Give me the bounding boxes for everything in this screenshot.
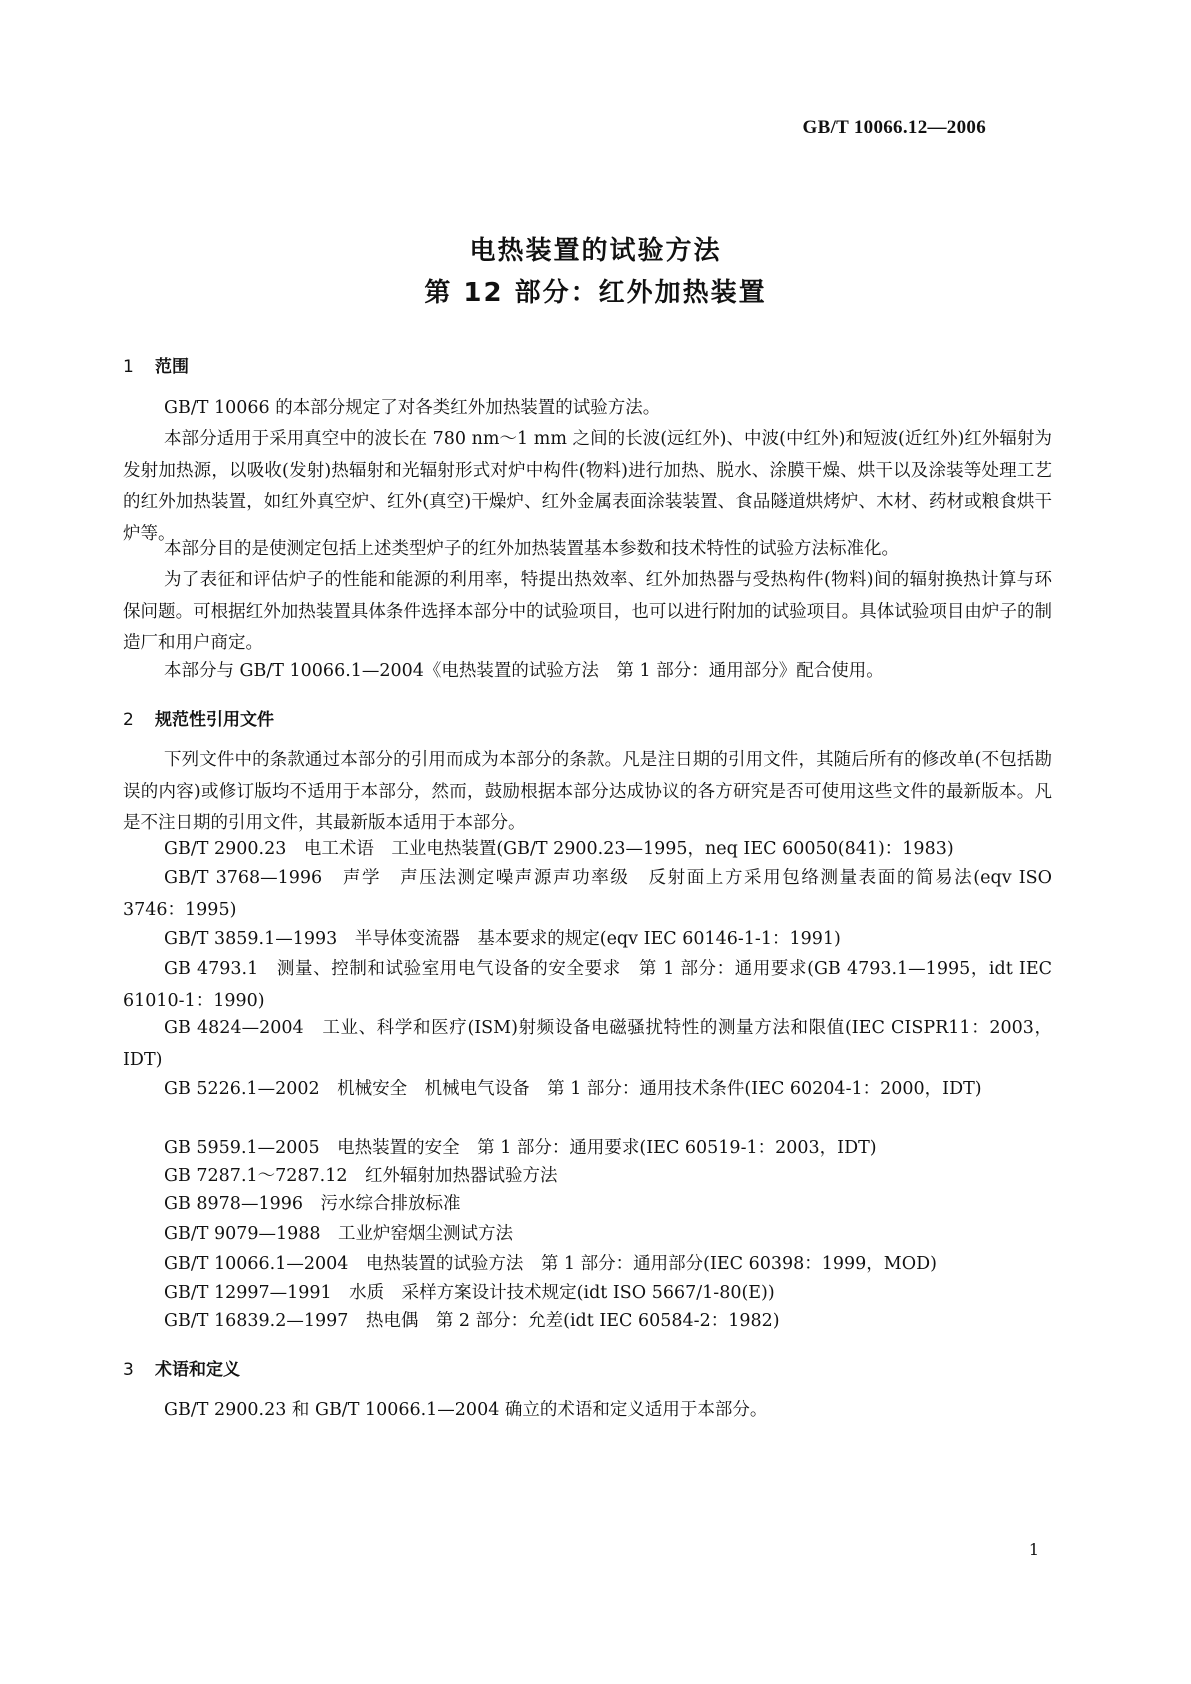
reference-item: GB 4824—2004 工业、科学和医疗(ISM)射频设备电磁骚扰特性的测量方法和限值(IEC CISPR11：2003，IDT) [123, 1018, 1052, 1070]
reference-item: GB 5959.1—2005 电热装置的安全 第 1 部分：通用要求(IEC 60519-1：2003，IDT) [164, 1138, 877, 1158]
reference-item: GB/T 3768—1996 声学 声压法测定噪声源声功率级 反射面上方采用包络测量表面的简易法(eqv ISO 3746：1995) [123, 868, 1052, 920]
section-number: 3 [123, 1360, 134, 1380]
document-title-line-1: 电热装置的试验方法 [469, 236, 722, 266]
paragraph: 本部分目的是使测定包括上述类型炉子的红外加热装置基本参数和技术特性的试验方法标准化。 [164, 539, 899, 559]
reference-item: GB 5226.1—2002 机械安全 机械电气设备 第 1 部分：通用技术条件(IEC 60204-1：2000，IDT) [164, 1079, 982, 1099]
reference-item: GB 8978—1996 污水综合排放标准 [164, 1194, 461, 1214]
reference-item: GB/T 16839.2—1997 热电偶 第 2 部分：允差(idt IEC 60584-2：1982) [164, 1311, 780, 1331]
reference-item: GB/T 12997—1991 水质 采样方案设计技术规定(idt ISO 5667/1-80(E)) [164, 1283, 775, 1303]
section-3-heading [123, 1355, 240, 1380]
paragraph: 为了表征和评估炉子的性能和能源的利用率，特提出热效率、红外加热器与受热构件(物料)间的辐射换热计算与环保问题。可根据红外加热装置具体条件选择本部分中的试验项目，也可以进行附加的试验项目。具体试验项目由炉子的制造厂和用户商定。 [123, 570, 1052, 653]
section-1-heading [123, 352, 189, 377]
reference-item: GB 7287.1～7287.12 红外辐射加热器试验方法 [164, 1166, 558, 1186]
section-number: 2 [123, 710, 134, 730]
section-title: 术语和定义 [155, 1360, 240, 1380]
document-title-line-2: 第 12 部分：红外加热装置 [424, 278, 767, 308]
paragraph: 本部分适用于采用真空中的波长在 780 nm～1 mm 之间的长波(远红外)、中波(中红外)和短波(近红外)红外辐射为发射加热源，以吸收(发射)热辐射和光辐射形式对炉中构件(物料)进行加热、脱水、涂膜干燥、烘干以及涂装等处理工艺的红外加热装置，如红外真空炉、红外(真空)干燥炉、红外金属表面涂装装置、食品隧道烘烤炉、木材、药材或粮食烘干炉等。 [123, 429, 1052, 544]
paragraph: 本部分与 GB/T 10066.1—2004《电热装置的试验方法 第 1 部分：通用部分》配合使用。 [164, 661, 884, 681]
section-2-heading [123, 705, 274, 730]
section-title: 规范性引用文件 [155, 710, 274, 730]
reference-item: GB/T 9079—1988 工业炉窑烟尘测试方法 [164, 1224, 514, 1244]
reference-item: GB/T 10066.1—2004 电热装置的试验方法 第 1 部分：通用部分(IEC 60398：1999，MOD) [164, 1254, 937, 1274]
reference-item: GB/T 2900.23 电工术语 工业电热装置(GB/T 2900.23—1995，neq IEC 60050(841)：1983) [164, 839, 954, 859]
page-number: 1 [1028, 1540, 1039, 1559]
standard-number: GB/T 10066.12—2006 [802, 117, 986, 138]
section-title: 范围 [155, 357, 189, 377]
paragraph: GB/T 10066 的本部分规定了对各类红外加热装置的试验方法。 [164, 398, 661, 418]
reference-item: GB 4793.1 测量、控制和试验室用电气设备的安全要求 第 1 部分：通用要求(GB 4793.1—1995，idt IEC 61010-1：1990) [123, 959, 1052, 1011]
section-number: 1 [123, 357, 134, 377]
reference-item: GB/T 3859.1—1993 半导体变流器 基本要求的规定(eqv IEC 60146-1-1：1991) [164, 929, 841, 949]
paragraph: 下列文件中的条款通过本部分的引用而成为本部分的条款。凡是注日期的引用文件，其随后所有的修改单(不包括勘误的内容)或修订版均不适用于本部分，然而，鼓励根据本部分达成协议的各方研究是否可使用这些文件的最新版本。凡是不注日期的引用文件，其最新版本适用于本部分。 [123, 750, 1052, 833]
paragraph: GB/T 2900.23 和 GB/T 10066.1—2004 确立的术语和定义适用于本部分。 [164, 1400, 768, 1420]
